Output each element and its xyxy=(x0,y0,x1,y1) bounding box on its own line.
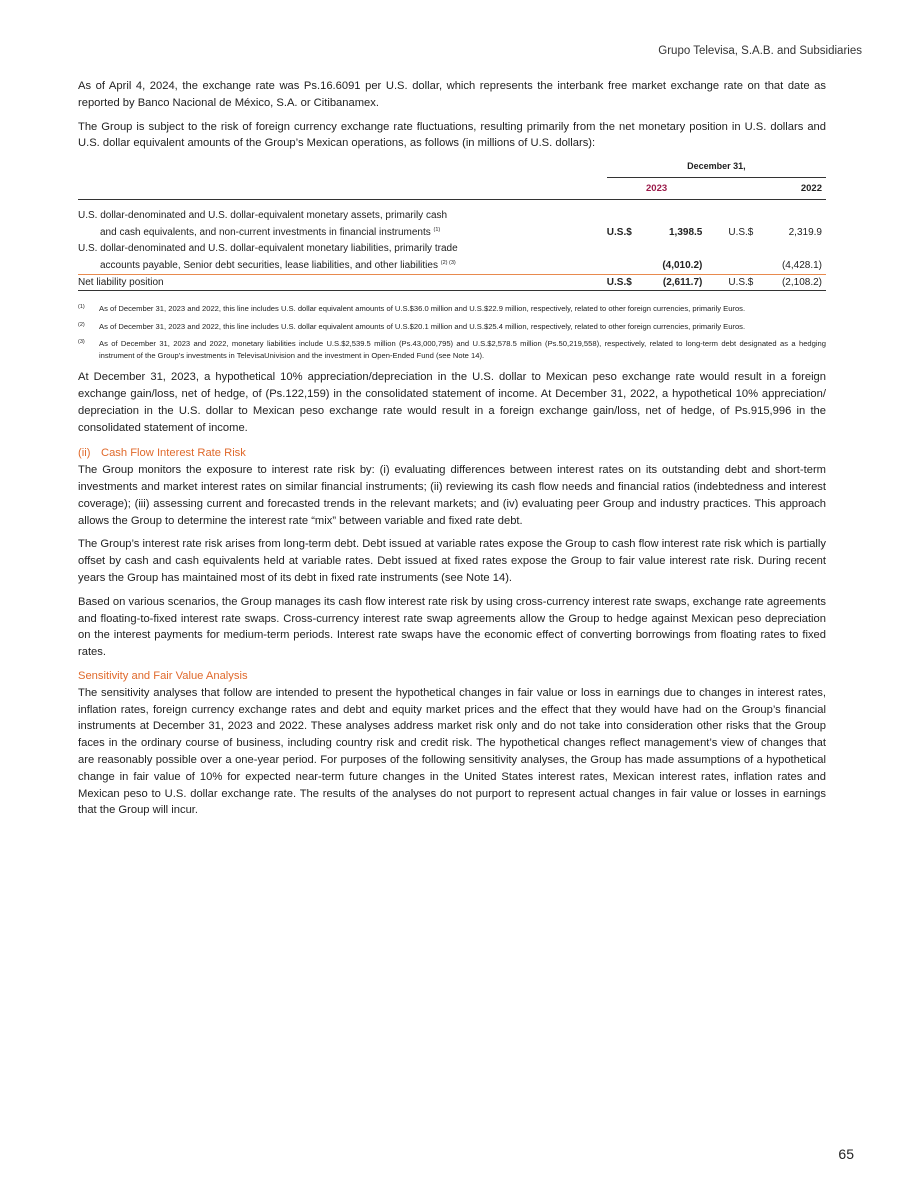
paragraph-swaps: Based on various scenarios, the Group manages its cash flow interest rate risk by using cross-currency interest rate swaps, exchange rate agreements and floating-to-fixed interest rate swaps. Cross-currency interest rate swap agreements allow the Group to hedge against Mexican peso depreciation on the interest payments for medium-term periods. Interest rate swaps have the economic effect of converting borrowings from floating rates to fixed rates. xyxy=(78,595,826,659)
footnote-3-text: As of December 31, 2023 and 2022, monetary liabilities include U.S.$2,539.5 million (Ps.43,000,795) and U.S.$2,578.5 million (Ps.50,219,558), respectively, related to long-term debt designated as a hedging instrument of the Group’s investments in TelevisaUnivision and the investment in Open-Ended Fund (see Note 14). xyxy=(99,339,826,360)
assets-value-2022: 2,319.9 xyxy=(788,227,822,239)
footnote-2 xyxy=(78,321,826,333)
page-content xyxy=(78,78,826,826)
period-header: December 31, xyxy=(607,159,826,177)
footnote-1-mark: (1) xyxy=(78,304,85,311)
running-header: Grupo Televisa, S.A.B. and Subsidiaries xyxy=(658,45,862,57)
section-number: (ii) xyxy=(78,447,91,460)
net-currency-2022: U.S.$ xyxy=(706,274,753,291)
net-position-label: Net liability position xyxy=(78,274,607,291)
table-row-assets xyxy=(78,223,826,241)
table-row-liabilities-line1 xyxy=(78,241,826,257)
net-monetary-position-table xyxy=(78,159,826,291)
liabilities-label-line2: accounts payable, Senior debt securities, lease liabilities, and other liabilities $^{(2) (3)}$ xyxy=(78,256,607,274)
page-number: 65 xyxy=(838,1146,854,1162)
assets-label-line1: U.S. dollar-denominated and U.S. dollar-equivalent monetary assets, primarily cash xyxy=(78,209,448,221)
liabilities-value-2022: (4,428.1) xyxy=(753,256,826,274)
footnote-ref-1: (1) xyxy=(433,227,441,234)
section-heading-sensitivity: Sensitivity and Fair Value Analysis xyxy=(78,669,248,682)
assets-currency-2023: U.S.$ xyxy=(606,227,632,239)
paragraph-interest-monitoring: The Group monitors the exposure to interest rate risk by: (i) evaluating differences between interest rates on its outstanding debt and short-term investments and market interest rates on similar financial instruments; (ii) reviewing its cash flow needs and financial ratios (indebtedness and interest coverage); (iii) assessing current and forecasted trends in the relevant markets; and (iv) evaluating peer Group and industry practices. This approach allows the Group to determine the interest rate “mix” between variable and fixed rate debt. xyxy=(78,464,826,527)
paragraph-fx-risk: The Group is subject to the risk of foreign currency exchange rate fluctuations, resulting primarily from the net monetary position in U.S. dollars and U.S. dollar equivalent amounts of the Group’s Mexican operations, as follows (in millions of U.S. dollars): xyxy=(78,120,826,150)
table-row-assets-line1 xyxy=(78,208,826,224)
paragraph-hypothetical-fx: At December 31, 2023, a hypothetical 10% appreciation/depreciation in the U.S. dollar to Mexican peso exchange rate would result in a foreign exchange gain/loss, net of hedge, of (Ps.122,159) in the consolidated statement of income. At December 31, 2022, a hypothetical 10% appreciation/ depreciation in the U.S. dollar to Mexican peso exchange rate would result in a foreign exchange gain/loss, net of hedge, of Ps.915,996 in the consolidated statement of income. xyxy=(78,371,826,434)
footnote-3-mark: (3) xyxy=(78,339,85,346)
footnote-2-mark: (2) xyxy=(78,321,85,328)
section-heading-cash-flow xyxy=(78,445,826,462)
net-value-2023: (2,611.7) xyxy=(647,274,707,291)
footnote-1-text: As of December 31, 2023 and 2022, this line includes U.S. dollar equivalent amounts of U.S.$36.0 million and U.S.$22.9 million, respectively, related to other foreign currencies, primarily Euros. xyxy=(99,304,746,314)
assets-value-2023: 1,398.5 xyxy=(668,227,703,239)
footnote-ref-2-3: (2) (3) xyxy=(440,260,456,267)
assets-currency-2022: U.S.$ xyxy=(728,227,754,239)
footnote-1 xyxy=(78,303,826,315)
year-2022-header: 2022 xyxy=(706,177,826,200)
paragraph-interest-risk-source: The Group’s interest rate risk arises from long-term debt. Debt issued at variable rates expose the Group to cash flow interest rate risk which is partially offset by cash and cash equivalents held at variable rates. Debt issued at fixed rates expose the Group to fair value interest rate risk. During recent years the Group has maintained most of its debt in fixed rate instruments (see Note 14). xyxy=(78,538,826,584)
net-value-2022: (2,108.2) xyxy=(753,274,826,291)
assets-label-line2: and cash equivalents, and non-current investments in financial instruments $^{(1)}$ xyxy=(100,227,441,239)
table-spacer xyxy=(78,200,826,208)
table-row-net-position xyxy=(78,274,826,291)
paragraph-exchange-rate: As of April 4, 2024, the exchange rate was Ps.16.6091 per U.S. dollar, which represents the interbank free market exchange rate on that date as reported by Banco Nacional de México, S.A. or Citibanamex. xyxy=(78,80,826,109)
paragraph-sensitivity: The sensitivity analyses that follow are intended to present the hypothetical changes in fair value or loss in earnings due to changes in interest rates, inflation rates, foreign currency exchange rates and debt and equity market prices and the effect that they would have had on the Group’s financial instruments at December 31, 2023 and 2022. These analyses address market risk only and do not take into consideration other risks that the Group faces in the ordinary course of business, including country risk and credit risk. The hypothetical changes reflect management’s view of changes that are reasonably possible over a one-year period. For purposes of the following sensitivity analyses, the Group has made assumptions of a hypothetical change in fair value of 10% for expected near-term future changes in the United States interest rates, Mexican interest rates, inflation rates and Mexican peso to U.S. dollar exchange rate. The results of the analyses do not purport to represent actual changes in fair value or losses in earnings that the Group will incur. xyxy=(78,686,826,817)
liabilities-value-2023: (4,010.2) xyxy=(647,256,707,274)
footnote-3 xyxy=(78,338,826,361)
year-2023-header: 2023 xyxy=(607,177,707,200)
net-currency-2023: U.S.$ xyxy=(607,274,647,291)
table-header-period xyxy=(78,159,826,177)
liabilities-label-line1: U.S. dollar-denominated and U.S. dollar-equivalent monetary liabilities, primarily trade xyxy=(78,242,458,254)
footnote-2-text: As of December 31, 2023 and 2022, this line includes U.S. dollar equivalent amounts of U.S.$20.1 million and U.S.$25.4 million, respectively, related to other foreign currencies, primarily Euros. xyxy=(99,321,746,331)
section-title: Cash Flow Interest Rate Risk xyxy=(101,447,246,460)
table-row-liabilities xyxy=(78,256,826,274)
table-header-years xyxy=(78,177,826,200)
